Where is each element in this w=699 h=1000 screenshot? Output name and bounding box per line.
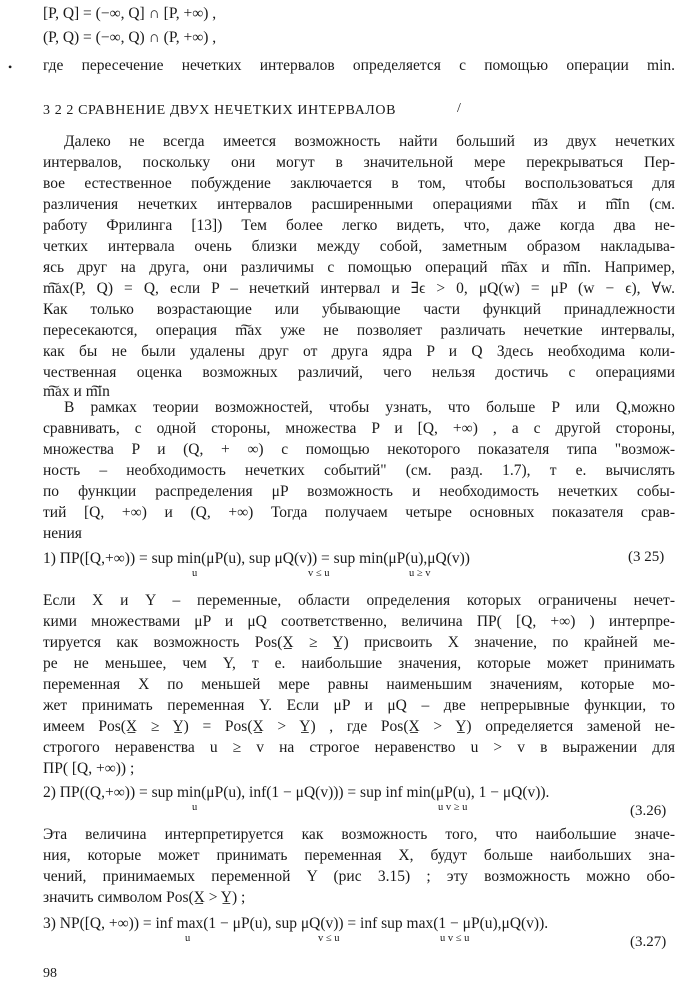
text-line: кими множествами μP и μQ соответственно, величина ΠP( [Q, +∞) ) интерпре- — [43, 613, 675, 630]
text-line: вое естественное побуждение заключается в том, чтобы воспользоваться для — [43, 175, 675, 192]
text-line: ясь друг на друга, они различимы с помощью операций m͠ax и m͠in. Например, — [43, 259, 675, 276]
section-heading: 3 2 2 СРАВНЕНИЕ ДВУХ НЕЧЕТКИХ ИНТЕРВАЛОВ — [43, 103, 397, 118]
text-line: тируется как возможность Pos(X̲ ≥ Y̲) присвоить X значение, по крайней ме- — [43, 634, 675, 651]
text-line: чений, принимаемых переменной Y (рис 3.15) ; эту возможность можно обо- — [43, 868, 675, 885]
subscript-u: u — [192, 568, 198, 579]
text-line: пересекаются, операция m͠ax уже не позволяет различать нечеткие интервалы, — [43, 322, 675, 339]
text-line: значить символом Pos(X̲ > Y̲) ; — [43, 889, 246, 906]
text-line: ность – необходимость нечетких событий" (см. разд. 1.7), т е. вычислять — [43, 462, 675, 479]
equation-body: 1) ΠP([Q,+∞)) = sup min(μP(u), sup μQ(v)) = sup min(μP(u),μQ(v)) — [43, 550, 470, 567]
equation-number: (3.26) — [630, 803, 667, 819]
bullet-mark: • — [8, 60, 13, 74]
heading-stray-mark: / — [457, 101, 461, 116]
formula-open-interval: (P, Q) = (−∞, Q) ∩ (P, +∞) , — [43, 29, 217, 46]
text-line: Эта величина интерпретируется как возможность того, что наибольшие значе- — [43, 826, 675, 843]
equation-number: (3 25) — [628, 549, 665, 565]
subscript-u-v: u v ≤ u — [440, 933, 470, 944]
text-line: по функции распределения μP возможность и необходимость нечетких собы- — [43, 483, 675, 500]
text-line: переменная X по меньшей мере равны наименьшим значениям, которые мо- — [43, 676, 675, 693]
text-line: нения — [43, 525, 82, 542]
text-line: чественная оценка возможных различий, чего нельзя достичь с операциями — [43, 364, 675, 381]
paragraph-intersection-note: где пересечение нечетких интервалов определяется с помощью операции min. — [43, 57, 675, 74]
text-line: сравнивать, с одной стороны, множества P и [Q, +∞) , а с другой стороны, — [43, 420, 675, 437]
formula-closed-interval: [P, Q] = (−∞, Q] ∩ [P, +∞) , — [43, 5, 217, 22]
text-line: строгого неравенства u ≥ v на строгое неравенство u > v в выражении для — [43, 739, 675, 756]
text-line: имеем Pos(X̲ ≥ Y̲) = Pos(X̲ > Y̲) , где Pos(X̲ > Y̲) определяется заменой не- — [43, 718, 675, 735]
text-line: четких интервала очень близки между собой, заметным образом накладыва- — [43, 238, 675, 255]
text-line: различения нечетких интервалов расширенными операциями m͠ax и m͠in (см. — [43, 196, 675, 213]
subscript-u: u — [192, 802, 198, 813]
text-line: Если X и Y – переменные, области определения которых ограничены нечет- — [43, 592, 675, 609]
equation-body: 2) ΠP((Q,+∞)) = sup min(μP(u), inf(1 − μQ(v))) = sup inf min(μP(u), 1 − μQ(v)). — [43, 784, 550, 801]
page-number: 98 — [43, 966, 57, 981]
subscript-v-le-u: v ≤ u — [308, 568, 330, 579]
text-line: m͠ax(P, Q) = Q, если P – нечеткий интервал и ∃ϵ > 0, μQ(w) = μP (w − ϵ), ∀w. — [43, 280, 675, 297]
equation-number: (3.27) — [630, 934, 667, 950]
text-line: ния, которые может принимать переменная X, будут больше наибольших зна- — [43, 847, 675, 864]
text-line: работу Фрилинга [13]) Тем более легко видеть, что, даже когда два не- — [43, 217, 675, 234]
text-line: m͠ax и m͠in — [43, 383, 110, 400]
subscript-u-v: u v ≥ u — [438, 802, 468, 813]
text-line: интервалов, поскольку они могут в значительной мере перекрываться Пер- — [43, 154, 675, 171]
text-line: тий [Q, +∞) и (Q, +∞) Тогда получаем четыре основных показателя срав- — [43, 504, 675, 521]
subscript-u: u — [185, 933, 191, 944]
text-line: ΠP( [Q, +∞)) ; — [43, 760, 135, 777]
text-line: Далеко не всегда имеется возможность найти больший из двух нечетких — [64, 133, 675, 150]
text-line: Как только возрастающие или убывающие части функций принадлежности — [43, 301, 675, 318]
text-line: В рамках теории возможностей, чтобы узнать, что больше P или Q,можно — [64, 399, 675, 416]
equation-body: 3) NP([Q, +∞)) = inf max(1 − μP(u), sup μQ(v)) = inf sup max(1 − μP(u),μQ(v)). — [43, 915, 549, 932]
subscript-v-le-u: v ≤ u — [318, 933, 340, 944]
text-line: множества P и (Q, + ∞) с помощью некоторого показателя типа "возмож- — [43, 441, 675, 458]
subscript-u-ge-v: u ≥ v — [409, 568, 431, 579]
text-line: ре не меньшее, чем Y, т е. наибольшие значения, которые может принимать — [43, 655, 675, 672]
text-line: жет принимать переменная Y. Если μP и μQ – две непрерывные функции, то — [43, 697, 675, 714]
text-line: как бы не были удалены друг от друга ядра P и Q Здесь необходима коли- — [43, 343, 675, 360]
